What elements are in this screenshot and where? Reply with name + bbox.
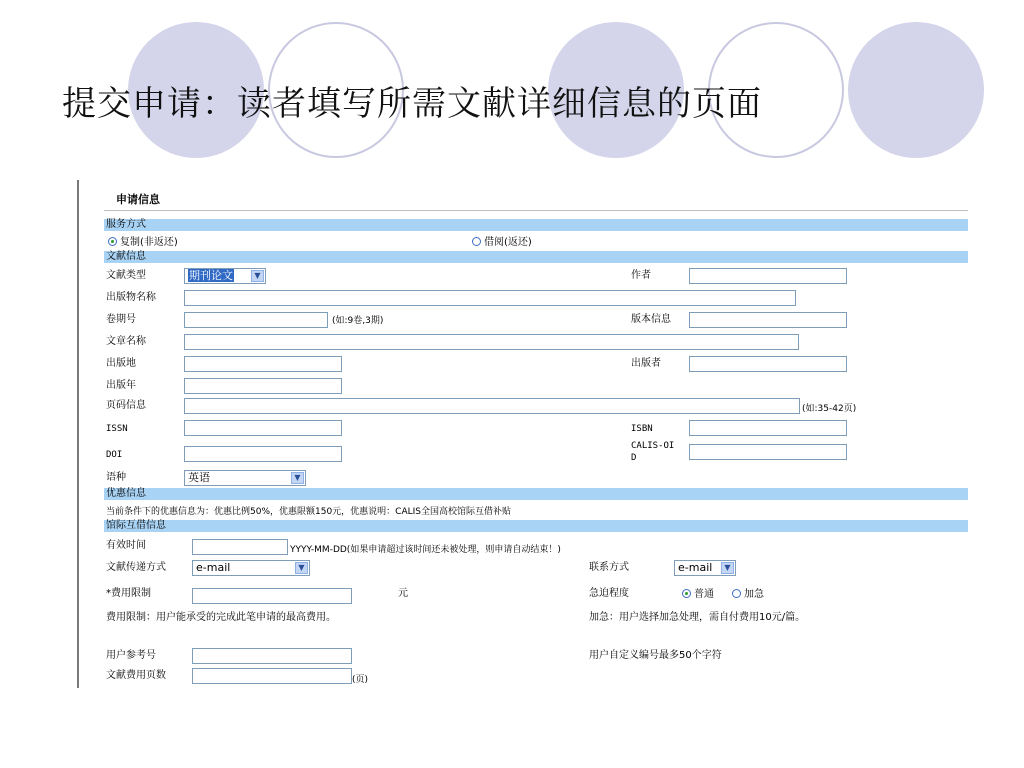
form-title: 申请信息 bbox=[116, 193, 160, 206]
user-ref-note: 用户自定义编号最多50个字符 bbox=[589, 650, 722, 661]
place-input[interactable] bbox=[184, 356, 342, 372]
chevron-down-icon[interactable]: ▼ bbox=[251, 270, 264, 282]
fee-unit: 元 bbox=[398, 588, 408, 599]
pages-label: 页码信息 bbox=[106, 400, 146, 411]
publisher-input[interactable] bbox=[689, 356, 847, 372]
radio-copy[interactable] bbox=[108, 237, 178, 249]
doc-type-value: 期刊论文 bbox=[189, 269, 233, 282]
fee-pages-unit: (页) bbox=[352, 675, 369, 685]
user-ref-input[interactable] bbox=[192, 648, 352, 664]
language-select[interactable] bbox=[184, 470, 306, 486]
edition-input[interactable] bbox=[689, 312, 847, 328]
valid-time-label: 有效时间 bbox=[106, 540, 146, 551]
language-label: 语种 bbox=[106, 472, 126, 483]
slide-title: 提交申请：读者填写所需文献详细信息的页面 bbox=[62, 84, 762, 124]
radio-normal-label: 普通 bbox=[694, 589, 714, 600]
radio-rush-label: 加急 bbox=[744, 589, 764, 600]
fee-limit-label: *费用限制 bbox=[106, 588, 151, 599]
pub-name-input[interactable] bbox=[184, 290, 796, 306]
author-input[interactable] bbox=[689, 268, 847, 284]
doc-type-label: 文献类型 bbox=[106, 270, 146, 281]
pub-name-label: 出版物名称 bbox=[106, 292, 156, 303]
radio-loan-circle[interactable] bbox=[472, 237, 481, 246]
radio-rush-circle[interactable] bbox=[732, 589, 741, 598]
fee-pages-input[interactable] bbox=[192, 668, 352, 684]
contact-label: 联系方式 bbox=[589, 562, 629, 573]
discount-header bbox=[104, 488, 968, 500]
title-divider bbox=[104, 210, 968, 211]
valid-time-input[interactable] bbox=[192, 539, 288, 555]
year-input[interactable] bbox=[184, 378, 342, 394]
fee-pages-label: 文献费用页数 bbox=[106, 670, 166, 681]
radio-loan[interactable] bbox=[472, 237, 532, 249]
issn-label: ISSN bbox=[106, 424, 128, 434]
doi-input[interactable] bbox=[184, 446, 342, 462]
urgency-label: 急迫程度 bbox=[589, 588, 629, 599]
volume-hint: (如:9卷,3期) bbox=[332, 316, 384, 326]
decor-circle-5 bbox=[848, 22, 984, 158]
pages-input[interactable] bbox=[184, 398, 800, 414]
delivery-value: e-mail bbox=[196, 561, 231, 574]
chevron-down-icon[interactable]: ▼ bbox=[721, 562, 734, 574]
doc-header-label: 文献信息 bbox=[106, 251, 146, 262]
issn-input[interactable] bbox=[184, 420, 342, 436]
publisher-label: 出版者 bbox=[631, 358, 661, 369]
author-label: 作者 bbox=[631, 270, 651, 281]
chevron-down-icon[interactable]: ▼ bbox=[291, 472, 304, 484]
doi-label: DOI bbox=[106, 450, 123, 460]
ill-header bbox=[104, 520, 968, 532]
volume-label: 卷期号 bbox=[106, 314, 136, 325]
radio-normal-circle[interactable] bbox=[682, 589, 691, 598]
radio-loan-label: 借阅(返还) bbox=[484, 237, 532, 248]
pages-hint: (如:35-42页) bbox=[802, 404, 857, 414]
delivery-label: 文献传递方式 bbox=[106, 562, 166, 573]
contact-select[interactable] bbox=[674, 560, 736, 576]
discount-header-label: 优惠信息 bbox=[106, 488, 146, 499]
user-ref-label: 用户参考号 bbox=[106, 650, 156, 661]
volume-input[interactable] bbox=[184, 312, 328, 328]
calis-oid-label: CALIS-OID bbox=[631, 441, 675, 463]
edition-label: 版本信息 bbox=[631, 314, 671, 325]
radio-copy-circle[interactable] bbox=[108, 237, 117, 246]
radio-urgency-normal[interactable] bbox=[682, 589, 714, 601]
radio-urgency-rush[interactable] bbox=[732, 589, 764, 601]
delivery-select[interactable] bbox=[192, 560, 310, 576]
ill-header-label: 馆际互借信息 bbox=[106, 520, 166, 531]
rush-note: 加急：用户选择加急处理，需自付费用10元/篇。 bbox=[589, 612, 806, 623]
fee-note: 费用限制：用户能承受的完成此笔申请的最高费用。 bbox=[106, 612, 336, 623]
article-input[interactable] bbox=[184, 334, 799, 350]
article-label: 文章名称 bbox=[106, 336, 146, 347]
service-header-label: 服务方式 bbox=[106, 219, 146, 230]
isbn-input[interactable] bbox=[689, 420, 847, 436]
year-label: 出版年 bbox=[106, 380, 136, 391]
chevron-down-icon[interactable]: ▼ bbox=[295, 562, 308, 574]
place-label: 出版地 bbox=[106, 358, 136, 369]
contact-value: e-mail bbox=[678, 561, 713, 574]
discount-text: 当前条件下的优惠信息为：优惠比例50%，优惠限额150元，优惠说明：CALIS全国高校馆际互借补贴 bbox=[106, 507, 512, 517]
radio-copy-label: 复制(非返还) bbox=[120, 237, 178, 248]
language-value: 英语 bbox=[188, 471, 210, 484]
fee-limit-input[interactable] bbox=[192, 588, 352, 604]
service-header bbox=[104, 219, 968, 231]
doc-header bbox=[104, 251, 968, 263]
left-divider bbox=[77, 180, 79, 688]
isbn-label: ISBN bbox=[631, 424, 653, 434]
doc-type-select[interactable] bbox=[184, 268, 266, 284]
valid-time-hint: YYYY-MM-DD(如果申请超过该时间还未被处理，则申请自动结束！) bbox=[290, 545, 561, 555]
calis-oid-input[interactable] bbox=[689, 444, 847, 460]
